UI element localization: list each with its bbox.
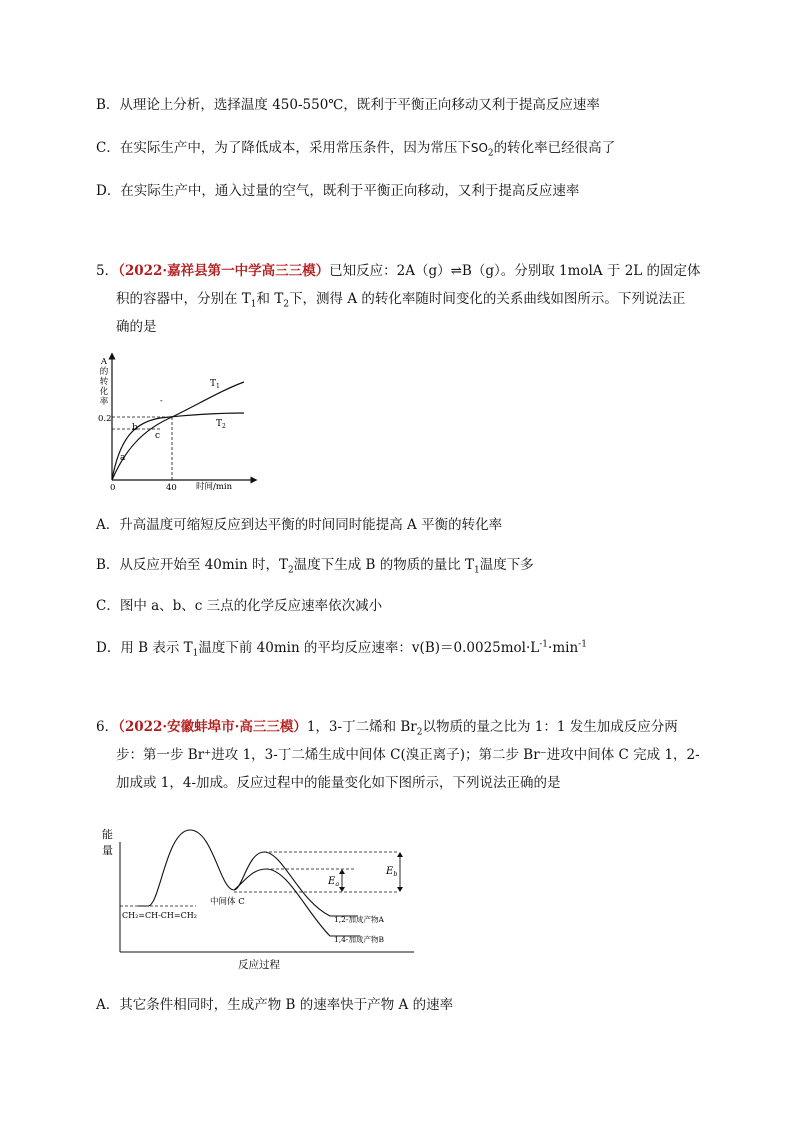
q5-stem-line1: 5．（2022·嘉祥县第一中学高三三模）已知反应：2A（g）⇌B（g）。分别取 1molA 于 2L 的固定体 [96, 263, 701, 279]
svg-text:-: - [160, 396, 163, 405]
q5-option-c: C．图中 a、b、c 三点的化学反应速率依次减小 [96, 598, 383, 614]
q6-stem-line3: 加成或 1，4-加成。反应过程中的能量变化如下图所示，下列说法正确的是 [116, 775, 561, 791]
q6-ea-label: $E_a$ [328, 876, 340, 888]
q5-stem-line3: 确的是 [116, 319, 157, 335]
q5-point-b: b [132, 423, 138, 433]
q5-point-a: a [120, 453, 126, 463]
q5-option-a: A．升高温度可缩短反应到达平衡的时间同时能提高 A 平衡的转化率 [96, 517, 503, 533]
q5-source: （2022·嘉祥县第一中学高三三模） [118, 263, 330, 279]
q5-label-T1: $T_1$ [210, 379, 220, 390]
q4-option-b: B．从理论上分析，选择温度 450-550℃，既利于平衡正向移动又利于提高反应速率 [96, 97, 600, 113]
q5-ylabel-3: 化 [99, 387, 109, 397]
q6-intermediate-label: 中间体 C [210, 897, 245, 907]
q5-point-c: c [155, 431, 161, 441]
q4-option-c: C．在实际生产中，为了降低成本，采用常压条件，因为常压下$SO_2$的转化率已经很高了 [96, 140, 616, 159]
q6-option-a: A．其它条件相同时，生成产物 B 的速率快于产物 A 的速率 [96, 997, 454, 1013]
q5-ytick-label: 0.2 [98, 414, 112, 424]
q5-ylabel-0: A [100, 357, 108, 367]
q6-ylabel-0: 能 [102, 828, 113, 841]
q6-xlabel: 反应过程 [238, 959, 280, 971]
q5-label-T2: $T_2$ [216, 419, 226, 430]
q6-energy-diagram [98, 812, 416, 972]
q6-productA-label: 1,2-加成产物A [334, 915, 384, 924]
q5-xtick-label: 40 [166, 483, 177, 493]
q6-productB-label: 1,4-加成产物B [334, 935, 384, 944]
q5-option-d: D．用 B 表示 $T_1$温度下前 40min 的平均反应速率：$v(B)=0.0025mol\cdot L^{-1}\cdot\min^{-1}$ [96, 639, 587, 659]
q5-xlabel: 时间/min [196, 482, 233, 492]
q6-stem-line2: 步：第一步 Br⁺进攻 1，3-丁二烯生成中间体 C(溴正离子)；第二步 Br⁻进攻中间体 C 完成 1，2- [116, 747, 700, 763]
q5-ylabel-4: 率 [99, 397, 109, 407]
q5-ylabel-1: 的 [99, 367, 109, 377]
q6-eb-label: $E_b$ [386, 866, 398, 878]
q6-source: （2022·安徽蚌埠市·高三三模） [118, 719, 307, 735]
q6-stem-line1: 6．（2022·安徽蚌埠市·高三三模）1，3-丁二烯和 $Br_2$以物质的量之比为 1：1 发生加成反应分两 [96, 719, 678, 738]
q5-ylabel-2: 转 [99, 377, 109, 387]
q6-reactant-label: CH₂=CH-CH=CH₂ [122, 911, 197, 920]
q6-ylabel-1: 量 [102, 844, 113, 857]
q4-option-d: D．在实际生产中，通入过量的空气，既利于平衡正向移动，又利于提高反应速率 [96, 183, 580, 199]
q5-origin-label: 0 [110, 483, 116, 493]
q6-reaction-path [138, 830, 358, 916]
q5-conversion-graph [92, 350, 262, 500]
q5-option-b: B．从反应开始至 40min 时，$T_2$温度下生成 B 的物质的量比 $T_1$温度下多 [96, 557, 534, 576]
q6-path-B [234, 869, 360, 936]
q5-stem-line2: 积的容器中，分别在 $T_1$和 $T_2$下，测得 A 的转化率随时间变化的关系曲线如图所示。下列说法正 [116, 291, 686, 310]
